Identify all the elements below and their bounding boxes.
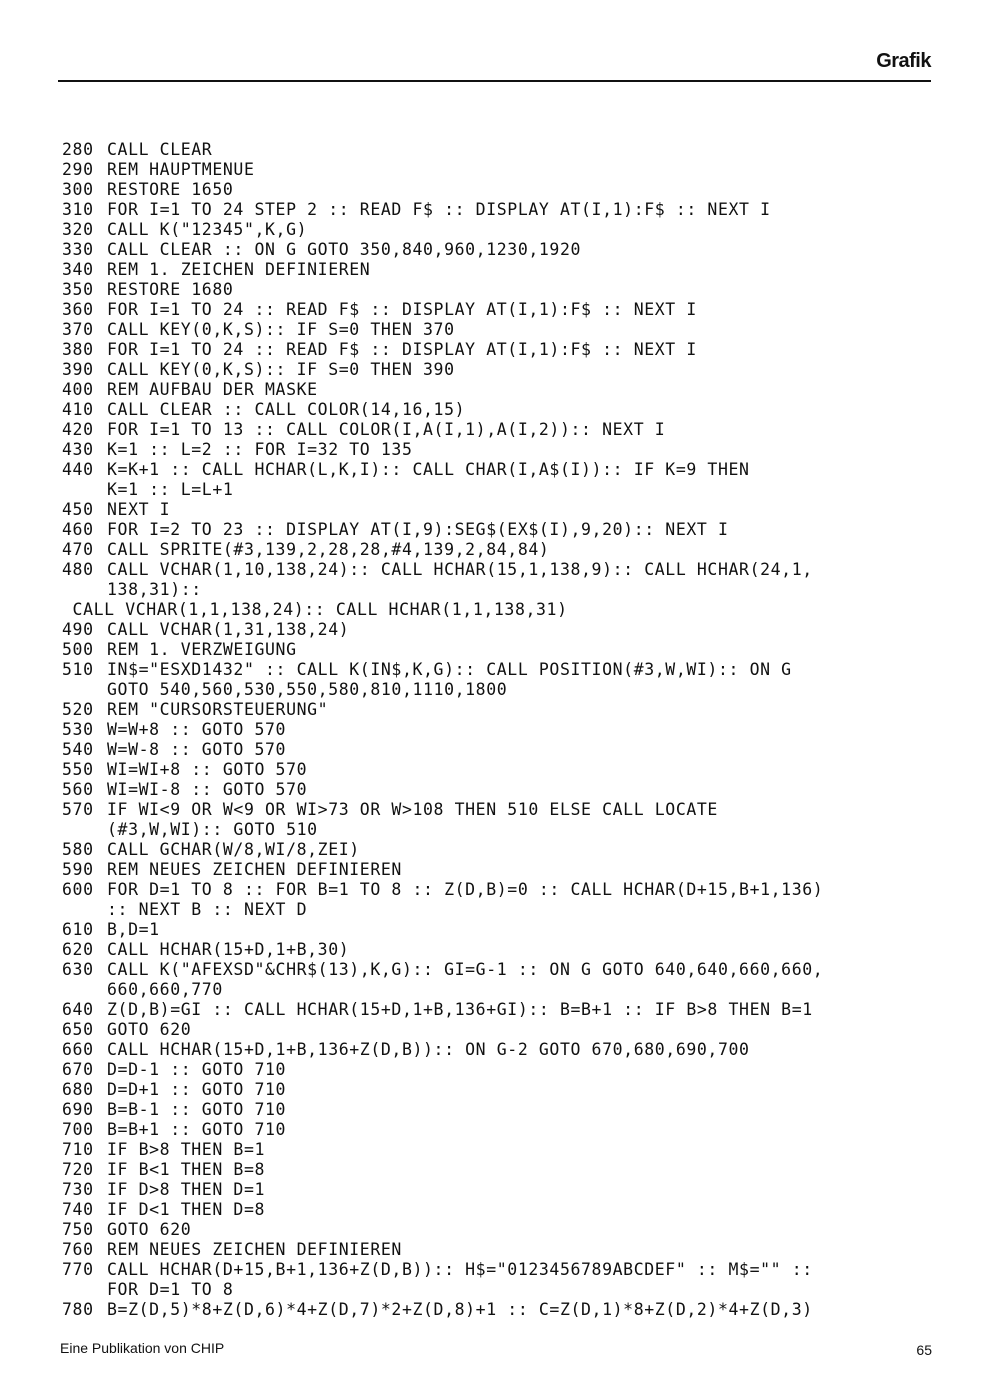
line-number: 700 (62, 1120, 94, 1139)
code-line (62, 780, 942, 800)
code-text: W=W+8 :: GOTO 570 (107, 720, 287, 739)
code-line (62, 440, 942, 460)
header-title: Grafik (876, 50, 931, 72)
line-number: 450 (62, 500, 94, 519)
code-text: IF D>8 THEN D=1 (107, 1180, 266, 1199)
code-line (62, 1200, 942, 1220)
header-rule (58, 80, 931, 82)
code-line (62, 1000, 942, 1020)
code-text: REM 1. VERZWEIGUNG (107, 640, 297, 659)
code-line (62, 1160, 942, 1180)
line-number: 630 (62, 960, 94, 979)
line-number: 620 (62, 940, 94, 959)
code-line (62, 280, 942, 300)
line-number: 640 (62, 1000, 94, 1019)
code-line (62, 520, 942, 540)
code-text: WI=WI+8 :: GOTO 570 (107, 760, 308, 779)
line-number: 390 (62, 360, 94, 379)
code-line (62, 1240, 942, 1260)
code-line (62, 920, 942, 940)
code-line (62, 900, 942, 920)
code-text: FOR I=1 TO 24 :: READ F$ :: DISPLAY AT(I,1):F$ :: NEXT I (107, 340, 697, 359)
code-line (62, 700, 942, 720)
code-text: CALL KEY(0,K,S):: IF S=0 THEN 390 (107, 360, 455, 379)
line-number: 430 (62, 440, 94, 459)
line-number: 780 (62, 1300, 94, 1319)
line-number: 710 (62, 1140, 94, 1159)
code-line (62, 740, 942, 760)
code-listing (62, 140, 942, 1320)
code-line (62, 860, 942, 880)
code-line (62, 1120, 942, 1140)
line-number: 370 (62, 320, 94, 339)
code-text: FOR I=1 TO 13 :: CALL COLOR(I,A(I,1),A(I,2)):: NEXT I (107, 420, 666, 439)
code-line (62, 1180, 942, 1200)
code-line (62, 220, 942, 240)
code-text: IF WI<9 OR W<9 OR WI>73 OR W>108 THEN 510 ELSE CALL LOCATE (107, 800, 718, 819)
code-line (62, 300, 942, 320)
code-line (62, 420, 942, 440)
line-number: 690 (62, 1100, 94, 1119)
footer-publication: Eine Publikation von CHIP (60, 1340, 225, 1356)
code-text: FOR D=1 TO 8 (107, 1280, 234, 1299)
page-number: 65 (916, 1342, 932, 1358)
code-line (62, 580, 942, 600)
code-text: REM NEUES ZEICHEN DEFINIEREN (107, 1240, 402, 1259)
code-text: 660,660,770 (107, 980, 223, 999)
code-line (62, 880, 942, 900)
code-line (62, 1020, 942, 1040)
code-line (62, 1040, 942, 1060)
line-number: 330 (62, 240, 94, 259)
code-text: CALL CLEAR :: CALL COLOR(14,16,15) (107, 400, 466, 419)
line-number: 670 (62, 1060, 94, 1079)
code-text: CALL CLEAR (107, 140, 213, 159)
code-line (62, 720, 942, 740)
code-text: FOR I=1 TO 24 STEP 2 :: READ F$ :: DISPLAY AT(I,1):F$ :: NEXT I (107, 200, 771, 219)
code-text: (#3,W,WI):: GOTO 510 (107, 820, 318, 839)
line-number: 540 (62, 740, 94, 759)
line-number: 650 (62, 1020, 94, 1039)
code-text: CALL VCHAR(1,1,138,24):: CALL HCHAR(1,1,138,31) (62, 600, 568, 619)
code-text: CALL K("12345",K,G) (107, 220, 308, 239)
code-text: IF D<1 THEN D=8 (107, 1200, 266, 1219)
line-number: 340 (62, 260, 94, 279)
code-text: RESTORE 1680 (107, 280, 234, 299)
code-line (62, 140, 942, 160)
line-number: 520 (62, 700, 94, 719)
code-line (62, 820, 942, 840)
code-line (62, 800, 942, 820)
code-text: CALL SPRITE(#3,139,2,28,28,#4,139,2,84,84) (107, 540, 550, 559)
code-text: FOR D=1 TO 8 :: FOR B=1 TO 8 :: Z(D,B)=0 :: CALL HCHAR(D+15,B+1,136) (107, 880, 824, 899)
code-text: CALL HCHAR(15+D,1+B,136+Z(D,B)):: ON G-2 GOTO 670,680,690,700 (107, 1040, 750, 1059)
line-number: 660 (62, 1040, 94, 1059)
line-number: 560 (62, 780, 94, 799)
code-line (62, 600, 942, 620)
code-text: FOR I=2 TO 23 :: DISPLAY AT(I,9):SEG$(EX$(I),9,20):: NEXT I (107, 520, 729, 539)
line-number: 610 (62, 920, 94, 939)
code-line (62, 400, 942, 420)
code-line (62, 1080, 942, 1100)
code-text: GOTO 540,560,530,550,580,810,1110,1800 (107, 680, 508, 699)
code-text: CALL K("AFEXSD"&CHR$(13),K,G):: GI=G-1 :: ON G GOTO 640,640,660,660, (107, 960, 824, 979)
code-text: FOR I=1 TO 24 :: READ F$ :: DISPLAY AT(I,1):F$ :: NEXT I (107, 300, 697, 319)
line-number: 310 (62, 200, 94, 219)
code-text: IF B<1 THEN B=8 (107, 1160, 266, 1179)
code-line (62, 1280, 942, 1300)
code-line (62, 500, 942, 520)
code-text: GOTO 620 (107, 1220, 192, 1239)
code-line (62, 540, 942, 560)
line-number: 350 (62, 280, 94, 299)
code-line (62, 1220, 942, 1240)
line-number: 760 (62, 1240, 94, 1259)
code-text: REM 1. ZEICHEN DEFINIEREN (107, 260, 371, 279)
line-number: 750 (62, 1220, 94, 1239)
code-line (62, 1100, 942, 1120)
code-text: :: NEXT B :: NEXT D (107, 900, 308, 919)
code-line (62, 620, 942, 640)
line-number: 770 (62, 1260, 94, 1279)
line-number: 460 (62, 520, 94, 539)
code-line (62, 1140, 942, 1160)
code-line (62, 1060, 942, 1080)
code-line (62, 940, 942, 960)
line-number: 730 (62, 1180, 94, 1199)
line-number: 530 (62, 720, 94, 739)
line-number: 600 (62, 880, 94, 899)
line-number: 400 (62, 380, 94, 399)
code-text: RESTORE 1650 (107, 180, 234, 199)
code-text: D=D+1 :: GOTO 710 (107, 1080, 287, 1099)
line-number: 580 (62, 840, 94, 859)
code-text: REM "CURSORSTEUERUNG" (107, 700, 329, 719)
line-number: 490 (62, 620, 94, 639)
code-line (62, 660, 942, 680)
line-number: 320 (62, 220, 94, 239)
line-number: 440 (62, 460, 94, 479)
code-line (62, 480, 942, 500)
code-text: W=W-8 :: GOTO 570 (107, 740, 287, 759)
code-line (62, 200, 942, 220)
code-text: B=B-1 :: GOTO 710 (107, 1100, 287, 1119)
line-number: 290 (62, 160, 94, 179)
code-text: CALL VCHAR(1,10,138,24):: CALL HCHAR(15,1,138,9):: CALL HCHAR(24,1, (107, 560, 813, 579)
code-line (62, 320, 942, 340)
code-text: K=1 :: L=L+1 (107, 480, 234, 499)
line-number: 510 (62, 660, 94, 679)
line-number: 280 (62, 140, 94, 159)
line-number: 720 (62, 1160, 94, 1179)
code-text: CALL CLEAR :: ON G GOTO 350,840,960,1230,1920 (107, 240, 582, 259)
line-number: 680 (62, 1080, 94, 1099)
code-text: IF B>8 THEN B=1 (107, 1140, 266, 1159)
code-line (62, 560, 942, 580)
code-text: B=Z(D,5)*8+Z(D,6)*4+Z(D,7)*2+Z(D,8)+1 :: C=Z(D,1)*8+Z(D,2)*4+Z(D,3) (107, 1300, 813, 1319)
code-text: REM HAUPTMENUE (107, 160, 255, 179)
code-line (62, 980, 942, 1000)
code-line (62, 360, 942, 380)
line-number: 570 (62, 800, 94, 819)
code-text: CALL VCHAR(1,31,138,24) (107, 620, 350, 639)
line-number: 420 (62, 420, 94, 439)
line-number: 300 (62, 180, 94, 199)
code-line (62, 340, 942, 360)
line-number: 360 (62, 300, 94, 319)
code-line (62, 1260, 942, 1280)
code-text: REM AUFBAU DER MASKE (107, 380, 318, 399)
code-text: NEXT I (107, 500, 171, 519)
code-text: REM NEUES ZEICHEN DEFINIEREN (107, 860, 402, 879)
code-text: B=B+1 :: GOTO 710 (107, 1120, 287, 1139)
code-line (62, 180, 942, 200)
code-line (62, 160, 942, 180)
code-line (62, 380, 942, 400)
code-text: K=1 :: L=2 :: FOR I=32 TO 135 (107, 440, 413, 459)
code-text: CALL HCHAR(15+D,1+B,30) (107, 940, 350, 959)
code-text: WI=WI-8 :: GOTO 570 (107, 780, 308, 799)
code-line (62, 680, 942, 700)
code-line (62, 640, 942, 660)
code-text: CALL KEY(0,K,S):: IF S=0 THEN 370 (107, 320, 455, 339)
code-text: B,D=1 (107, 920, 160, 939)
code-line (62, 460, 942, 480)
line-number: 410 (62, 400, 94, 419)
code-line (62, 260, 942, 280)
code-text: K=K+1 :: CALL HCHAR(L,K,I):: CALL CHAR(I,A$(I)):: IF K=9 THEN (107, 460, 750, 479)
code-text: GOTO 620 (107, 1020, 192, 1039)
code-line (62, 760, 942, 780)
code-text: CALL HCHAR(D+15,B+1,136+Z(D,B)):: H$="0123456789ABCDEF" :: M$="" :: (107, 1260, 813, 1279)
code-text: IN$="ESXD1432" :: CALL K(IN$,K,G):: CALL POSITION(#3,W,WI):: ON G (107, 660, 792, 679)
code-text: CALL GCHAR(W/8,WI/8,ZEI) (107, 840, 360, 859)
code-text: 138,31):: (107, 580, 202, 599)
code-line (62, 840, 942, 860)
code-line (62, 1300, 942, 1320)
code-text: Z(D,B)=GI :: CALL HCHAR(15+D,1+B,136+GI):: B=B+1 :: IF B>8 THEN B=1 (107, 1000, 813, 1019)
line-number: 550 (62, 760, 94, 779)
line-number: 470 (62, 540, 94, 559)
line-number: 380 (62, 340, 94, 359)
line-number: 480 (62, 560, 94, 579)
line-number: 740 (62, 1200, 94, 1219)
code-line (62, 960, 942, 980)
code-text: D=D-1 :: GOTO 710 (107, 1060, 287, 1079)
code-line (62, 240, 942, 260)
line-number: 500 (62, 640, 94, 659)
line-number: 590 (62, 860, 94, 879)
